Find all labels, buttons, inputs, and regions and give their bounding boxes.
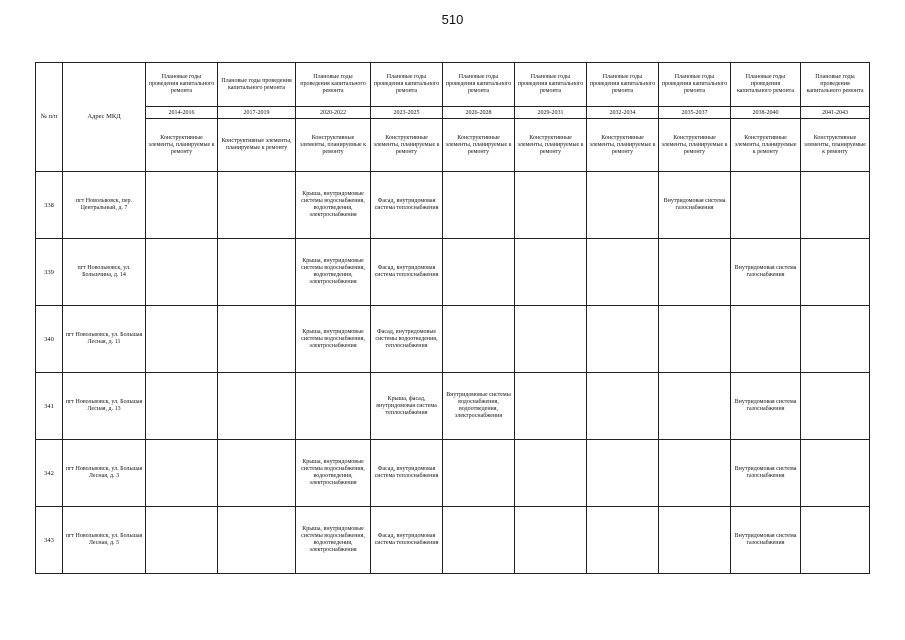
row-address: пгт Новольвовск, ул. Большая Лесная, д. 3 xyxy=(63,440,146,507)
period-header: Плановые годы проведения капитального ремонта xyxy=(587,63,659,107)
repair-cell: Крыша, внутридомовые системы водоснабжения, водоотведения, электроснабжения xyxy=(296,507,371,574)
row-number: 341 xyxy=(36,373,63,440)
row-address: пгт Новольвовск, ул. Большая Лесная, д. 11 xyxy=(63,306,146,373)
repair-cell: Внутридомовая система газоснабжения xyxy=(731,373,801,440)
period-header: Плановые годы проведения капитального ремонта xyxy=(801,63,870,107)
repair-cell: Крыша, фасад, внутридомовая система теплоснабжения xyxy=(371,373,443,440)
period-header: Плановые годы проведения капитального ремонта xyxy=(659,63,731,107)
repair-cell xyxy=(515,239,587,306)
repair-cell: Внутридомовая система газоснабжения xyxy=(731,239,801,306)
repair-cell xyxy=(515,440,587,507)
elements-header: Конструктивные элементы, планируемые к ремонту xyxy=(296,119,371,172)
elements-header: Конструктивные элементы, планируемые к ремонту xyxy=(659,119,731,172)
year-range: 2014-2016 xyxy=(146,107,218,119)
period-header: Плановые годы проведения капитального ремонта xyxy=(443,63,515,107)
elements-header: Конструктивные элементы, планируемые к ремонту xyxy=(146,119,218,172)
repair-cell: Внутридомовая система газоснабжения xyxy=(731,440,801,507)
table-row xyxy=(36,373,870,440)
repair-cell xyxy=(801,507,870,574)
repair-cell xyxy=(218,172,296,239)
repair-cell xyxy=(659,239,731,306)
repair-cell xyxy=(587,239,659,306)
row-number: 338 xyxy=(36,172,63,239)
repair-cell xyxy=(443,239,515,306)
row-number: 342 xyxy=(36,440,63,507)
repair-cell xyxy=(296,373,371,440)
table-row xyxy=(36,507,870,574)
column-header-num: № п/п xyxy=(36,63,63,172)
repair-cell xyxy=(731,172,801,239)
period-header: Плановые годы проведения капитального ремонта xyxy=(296,63,371,107)
repair-cell: Внутридомовые системы водоснабжения, водоотведения, электроснабжения xyxy=(443,373,515,440)
repair-cell xyxy=(587,507,659,574)
period-header: Плановые годы проведения капитального ремонта xyxy=(731,63,801,107)
repair-cell xyxy=(218,306,296,373)
repair-cell xyxy=(146,239,218,306)
row-number: 343 xyxy=(36,507,63,574)
repair-cell xyxy=(146,172,218,239)
repair-cell xyxy=(587,306,659,373)
row-address: пгт Новольвовск, ул. Большая Лесная, д. 13 xyxy=(63,373,146,440)
repair-cell xyxy=(587,440,659,507)
repair-cell xyxy=(218,440,296,507)
page-number: 510 xyxy=(441,12,464,27)
repair-cell: Крыша, внутридомовые системы водоснабжения, водоотведения, электроснабжения xyxy=(296,440,371,507)
header-row-years xyxy=(36,107,870,119)
repair-cell xyxy=(515,306,587,373)
repair-cell: Внутридомовая система газоснабжения xyxy=(659,172,731,239)
row-address: пгт Новольвовск, пер. Центральный, д. 7 xyxy=(63,172,146,239)
repair-cell: Фасад, внутридомовая система теплоснабжения xyxy=(371,507,443,574)
column-header-address: Адрес МКД xyxy=(63,63,146,172)
elements-header: Конструктивные элементы, планируемые к ремонту xyxy=(371,119,443,172)
repair-cell xyxy=(146,507,218,574)
repair-cell xyxy=(443,440,515,507)
repair-cell xyxy=(218,507,296,574)
repair-cell: Фасад, внутридомовая система теплоснабжения xyxy=(371,172,443,239)
elements-header: Конструктивные элементы, планируемые к ремонту xyxy=(443,119,515,172)
repair-cell: Внутридомовая система газоснабжения xyxy=(731,507,801,574)
capital-repair-table xyxy=(35,62,870,574)
repair-cell xyxy=(515,507,587,574)
table-row xyxy=(36,306,870,373)
repair-cell: Крыша, внутридомовые системы водоснабжения, электроснабжения xyxy=(296,306,371,373)
repair-cell xyxy=(218,239,296,306)
row-address: пгт Новольвовск, ул. Большчина, д. 14 xyxy=(63,239,146,306)
repair-cell xyxy=(659,440,731,507)
repair-cell xyxy=(659,306,731,373)
elements-header: Конструктивные элементы, планируемые к ремонту xyxy=(587,119,659,172)
repair-cell xyxy=(801,440,870,507)
elements-header: Конструктивные элементы, планируемые к ремонту xyxy=(731,119,801,172)
year-range: 2020-2022 xyxy=(296,107,371,119)
year-range: 2041-2043 xyxy=(801,107,870,119)
table-row xyxy=(36,239,870,306)
repair-cell xyxy=(659,507,731,574)
table-row xyxy=(36,172,870,239)
table-row xyxy=(36,440,870,507)
repair-cell: Фасад, внутридомовая система теплоснабжения xyxy=(371,440,443,507)
year-range: 2026-2028 xyxy=(443,107,515,119)
repair-cell xyxy=(731,306,801,373)
repair-cell xyxy=(146,440,218,507)
row-address: пгт Новольвовск, ул. Большая Лесная, д. 5 xyxy=(63,507,146,574)
repair-cell xyxy=(587,373,659,440)
header-row-periods xyxy=(36,63,870,107)
repair-cell xyxy=(218,373,296,440)
year-range: 2035-2037 xyxy=(659,107,731,119)
repair-cell xyxy=(146,306,218,373)
repair-cell xyxy=(443,306,515,373)
repair-cell xyxy=(443,507,515,574)
year-range: 2038-2040 xyxy=(731,107,801,119)
repair-cell xyxy=(515,172,587,239)
repair-cell xyxy=(801,172,870,239)
row-number: 340 xyxy=(36,306,63,373)
repair-cell xyxy=(659,373,731,440)
period-header: Плановые годы проведения капитального ремонта xyxy=(146,63,218,107)
year-range: 2023-2025 xyxy=(371,107,443,119)
repair-cell xyxy=(443,172,515,239)
repair-cell xyxy=(515,373,587,440)
repair-cell xyxy=(801,239,870,306)
elements-header: Конструктивные элементы, планируемые к ремонту xyxy=(801,119,870,172)
repair-cell xyxy=(587,172,659,239)
repair-cell: Фасад, внутридомовые системы водоотведения, теплоснабжения xyxy=(371,306,443,373)
elements-header: Конструктивные элементы, планируемые к ремонту xyxy=(515,119,587,172)
repair-cell xyxy=(801,373,870,440)
period-header: Плановые годы проведения капитального ремонта xyxy=(218,63,296,107)
period-header: Плановые годы проведения капитального ремонта xyxy=(515,63,587,107)
repair-cell xyxy=(801,306,870,373)
year-range: 2029-2031 xyxy=(515,107,587,119)
repair-cell: Крыша, внутридомовые системы водоснабжения, водоотведения, электроснабжения xyxy=(296,172,371,239)
repair-cell: Фасад, внутридомовая система теплоснабжения xyxy=(371,239,443,306)
header-row-elements xyxy=(36,119,870,172)
year-range: 2032-2034 xyxy=(587,107,659,119)
row-number: 339 xyxy=(36,239,63,306)
year-range: 2017-2019 xyxy=(218,107,296,119)
repair-cell xyxy=(146,373,218,440)
repair-cell: Крыша, внутридомовые системы водоснабжения, водоотведения, электроснабжения xyxy=(296,239,371,306)
elements-header: Конструктивные элементы, планируемые к ремонту xyxy=(218,119,296,172)
period-header: Плановые годы проведения капитального ремонта xyxy=(371,63,443,107)
